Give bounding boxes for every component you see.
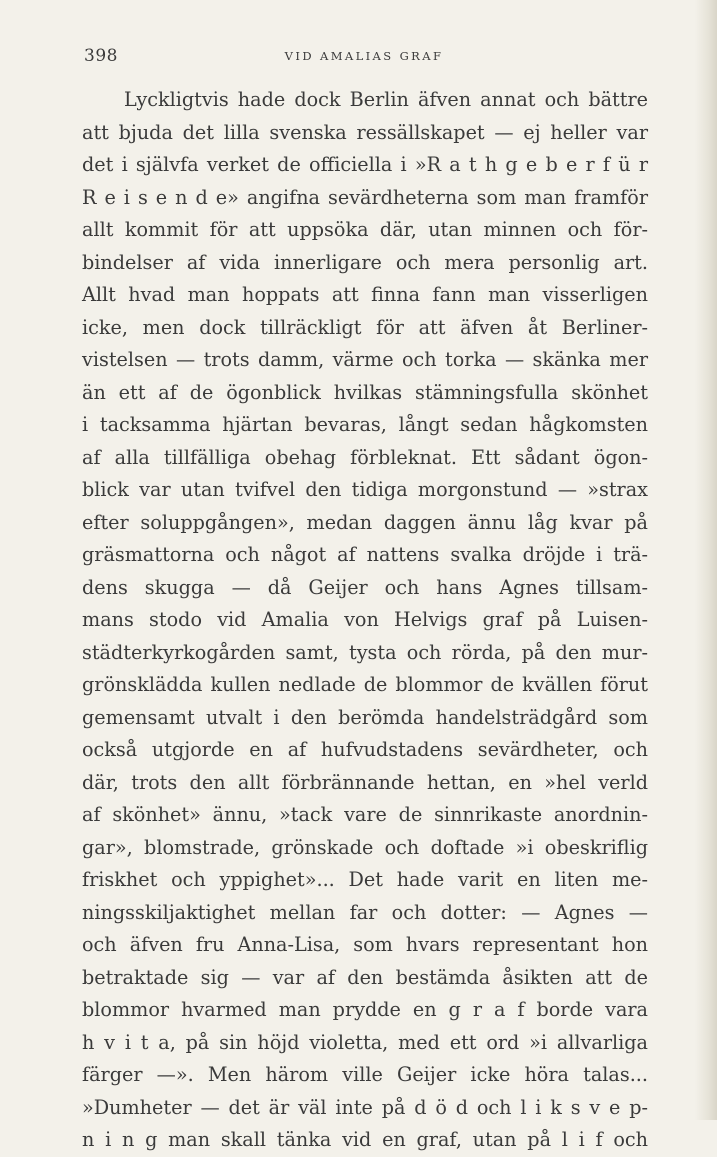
- text-line: där, trots den allt förbrännande hettan, en »hel verld: [82, 770, 648, 794]
- text-line: icke, men dock tillräckligt för att äfven åt Berliner-: [82, 315, 648, 339]
- text-line: gemensamt utvalt i den berömda handelsträdgård som: [82, 705, 648, 729]
- text-line: att bjuda det lilla svenska ressällskapet — ej heller var: [82, 120, 648, 144]
- text-line: vistelsen — trots damm, värme och torka — skänka mer: [82, 348, 648, 371]
- text-line: allt kommit för att uppsöka där, utan minnen och för-: [82, 218, 648, 241]
- text-line: det i självfa verket de officiella i »R a t h g e b e r f ü r: [82, 153, 648, 176]
- text-line: och äfven fru Anna-Lisa, som hvars representant hon: [82, 933, 648, 956]
- text-line: h v i t a, på sin höjd violetta, med ett ord »i allvarliga: [82, 1030, 648, 1054]
- body-text: [82, 84, 648, 1157]
- text-line: mans stodo vid Amalia von Helvigs graf på Luisen-: [82, 608, 648, 631]
- text-line: gar», blomstrade, grönskade och doftade »i obeskriflig: [82, 835, 648, 859]
- text-line: »Dumheter — det är väl inte på d ö d och l i k s v e p-: [82, 1095, 648, 1119]
- page-number: 398: [84, 46, 118, 66]
- text-line: blommor hvarmed man prydde en g r a f borde vara: [82, 998, 648, 1021]
- text-line: Lyckligtvis hade dock Berlin äfven annat och bättre: [124, 88, 648, 111]
- text-line: bindelser af vida innerligare och mera personlig art.: [82, 250, 648, 274]
- text-line: städterkyrkogården samt, tysta och rörda, på den mur-: [82, 640, 648, 664]
- text-line: också utgjorde en af hufvudstadens sevärdheter, och: [82, 738, 648, 761]
- text-line: Allt hvad man hoppats att finna fann man visserligen: [82, 283, 648, 306]
- text-line: ningsskiljaktighet mellan far och dotter: — Agnes —: [82, 900, 648, 924]
- text-line: betraktade sig — var af den bestämda åsikten att de: [82, 965, 648, 989]
- text-line: blick var utan tvifvel den tidiga morgonstund — »strax: [82, 478, 648, 501]
- text-line: R e i s e n d e» angifna sevärdheterna som man framför: [82, 185, 648, 209]
- text-line: än ett af de ögonblick hvilkas stämningsfulla skönhet: [82, 380, 648, 404]
- text-line: friskhet och yppighet»... Det hade varit en liten me-: [82, 868, 648, 891]
- text-line: grönsklädda kullen nedlade de blommor de kvällen förut: [82, 673, 648, 696]
- text-line: af skönhet» ännu, »tack vare de sinnrikaste anordnin-: [82, 803, 648, 826]
- page-header: [84, 46, 644, 70]
- text-line: gräsmattorna och något af nattens svalka dröjde i trä-: [82, 543, 648, 566]
- page-edge: [695, 0, 717, 1120]
- text-line: färger —». Men härom ville Geijer icke höra talas...: [82, 1063, 648, 1086]
- text-line: efter soluppgången», medan daggen ännu låg kvar på: [82, 510, 648, 534]
- text-line: dens skugga — då Geijer och hans Agnes tillsam-: [82, 575, 648, 599]
- text-line: af alla tillfälliga obehag förbleknat. Ett sådant ögon-: [82, 445, 648, 469]
- running-head: VID AMALIAS GRAF: [284, 49, 444, 63]
- text-line: i tacksamma hjärtan bevaras, långt sedan hågkomsten: [82, 413, 648, 436]
- text-line: n i n g man skall tänka vid en graf, utan på l i f och: [82, 1128, 648, 1151]
